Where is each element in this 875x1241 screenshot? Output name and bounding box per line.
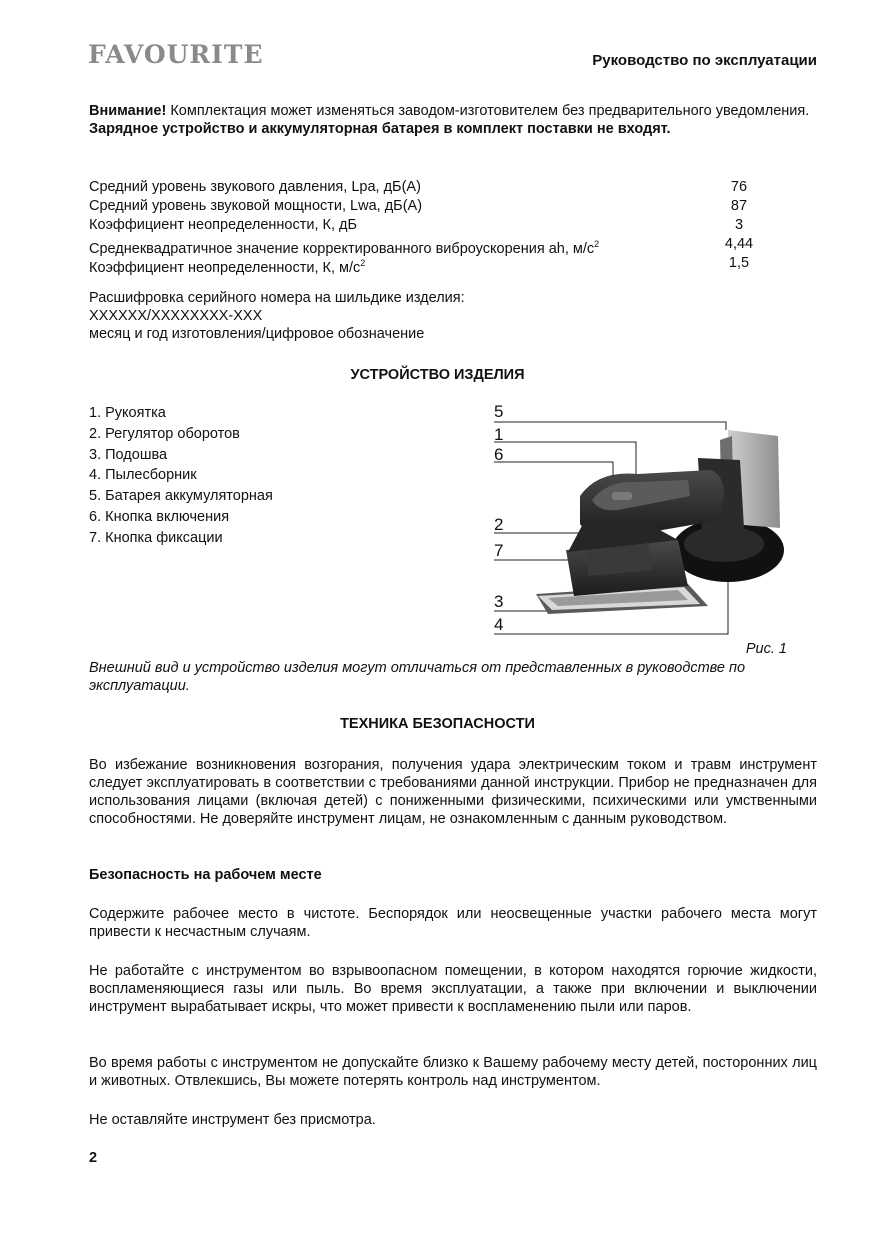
- list-item: 1. Рукоятка: [89, 405, 166, 421]
- list-item: 2. Регулятор оборотов: [89, 425, 240, 442]
- safety-paragraph: Не оставляйте инструмент без присмотра.: [89, 1112, 376, 1128]
- spec-label: Коэффициент неопределенности, К, дБ: [89, 217, 357, 233]
- spec-label: Средний уровень звукового давления, Lpa, дБ(А): [89, 179, 421, 195]
- safety-intro: Во избежание возникновения возгорания, получения удара электрическим током и травм инструмент следует эксплуатировать в соответствии с требованиями данной инструкции. Прибор не предназначен для использования лицами (включая детей) с пониженными физическими, психическими или умственными способностями. Не доверяйте инструмент лицам, не ознакомленным с данным руководством.: [89, 757, 817, 827]
- list-item: 5. Батарея аккумуляторная: [89, 488, 273, 505]
- spec-value: 4,44: [724, 236, 754, 252]
- notice-lead: Внимание!: [89, 103, 167, 119]
- spec-superscript: 2: [594, 239, 600, 249]
- callout-label: 1: [494, 425, 504, 444]
- safety-heading: ТЕХНИКА БЕЗОПАСНОСТИ: [340, 716, 535, 732]
- callout-label: 5: [494, 402, 504, 421]
- sander-illustration: [488, 400, 788, 640]
- list-item: 6. Кнопка включения: [89, 508, 230, 525]
- spec-value: 76: [730, 179, 748, 195]
- safety-paragraph: Содержите рабочее место в чистоте. Беспорядок или неосвещенные участки рабочего места могут привести к несчастным случаям.: [89, 906, 817, 940]
- spec-row: [89, 178, 789, 197]
- notice-tail: Зарядное устройство и аккумуляторная батарея в комплект поставки не входят.: [89, 121, 671, 137]
- spec-label: Среднеквадратичное значение корректированного виброускорения ah, м/с: [89, 240, 595, 257]
- callout-label: 6: [494, 445, 504, 464]
- notice-text: Комплектация может изменяться заводом-изготовителем без предварительного уведомления.: [166, 103, 810, 119]
- serial-block: [89, 289, 817, 343]
- figure-caption: Рис. 1: [745, 641, 787, 657]
- page-number: 2: [89, 1150, 98, 1166]
- spec-table: [89, 178, 789, 276]
- spec-value: 87: [730, 198, 748, 214]
- safety-paragraph: Во время работы с инструментом не допускайте близко к Вашему рабочему месту детей, посторонних лиц и животных. Отвлекшись, Вы можете потерять контроль над инструментом.: [89, 1055, 817, 1089]
- list-item: 3. Подошва: [89, 446, 168, 463]
- serial-line: месяц и год изготовления/цифровое обозначение: [89, 326, 425, 342]
- list-item: 4. Пылесборник: [89, 467, 197, 484]
- callout-label: 7: [494, 541, 504, 560]
- notice-paragraph: [89, 102, 817, 138]
- spec-value: 1,5: [728, 255, 750, 271]
- callout-label: 4: [494, 615, 504, 634]
- document-title: Руководство по эксплуатации: [592, 52, 817, 69]
- spec-row: [89, 254, 789, 276]
- list-item: 7. Кнопка фиксации: [89, 529, 223, 546]
- spec-row: [89, 216, 789, 235]
- safety-paragraph: Не работайте с инструментом во взрывоопасном помещении, в котором находятся горючие жидкости, воспламеняющиеся газы или пыль. Во время эксплуатации, а также при включении и выключении инструмент вырабатывает искры, что может привести к воспламенению пыли или паров.: [89, 963, 817, 1015]
- parts-list: [89, 403, 273, 549]
- spec-row: [89, 235, 789, 257]
- spec-row: [89, 197, 789, 216]
- spec-label: Средний уровень звуковой мощности, Lwa, дБ(А): [89, 198, 423, 214]
- spec-superscript: 2: [360, 258, 366, 268]
- callout-label: 2: [494, 515, 504, 534]
- sander-figure: [488, 400, 788, 640]
- spec-value: 3: [734, 217, 744, 233]
- workplace-heading: Безопасность на рабочем месте: [89, 867, 322, 883]
- figure-disclaimer: Внешний вид и устройство изделия могут отличаться от представленных в руководстве по эксплуатации.: [89, 660, 746, 694]
- callout-label: 3: [494, 592, 504, 611]
- serial-line: Расшифровка серийного номера на шильдике изделия:: [89, 290, 465, 306]
- spec-label: Коэффициент неопределенности, К, м/с: [89, 259, 361, 276]
- serial-format: XXXXXX/XXXXXXXX-XXX: [89, 308, 263, 324]
- device-heading: УСТРОЙСТВО ИЗДЕЛИЯ: [350, 367, 525, 383]
- brand-logo: FAVOURITE: [88, 40, 264, 69]
